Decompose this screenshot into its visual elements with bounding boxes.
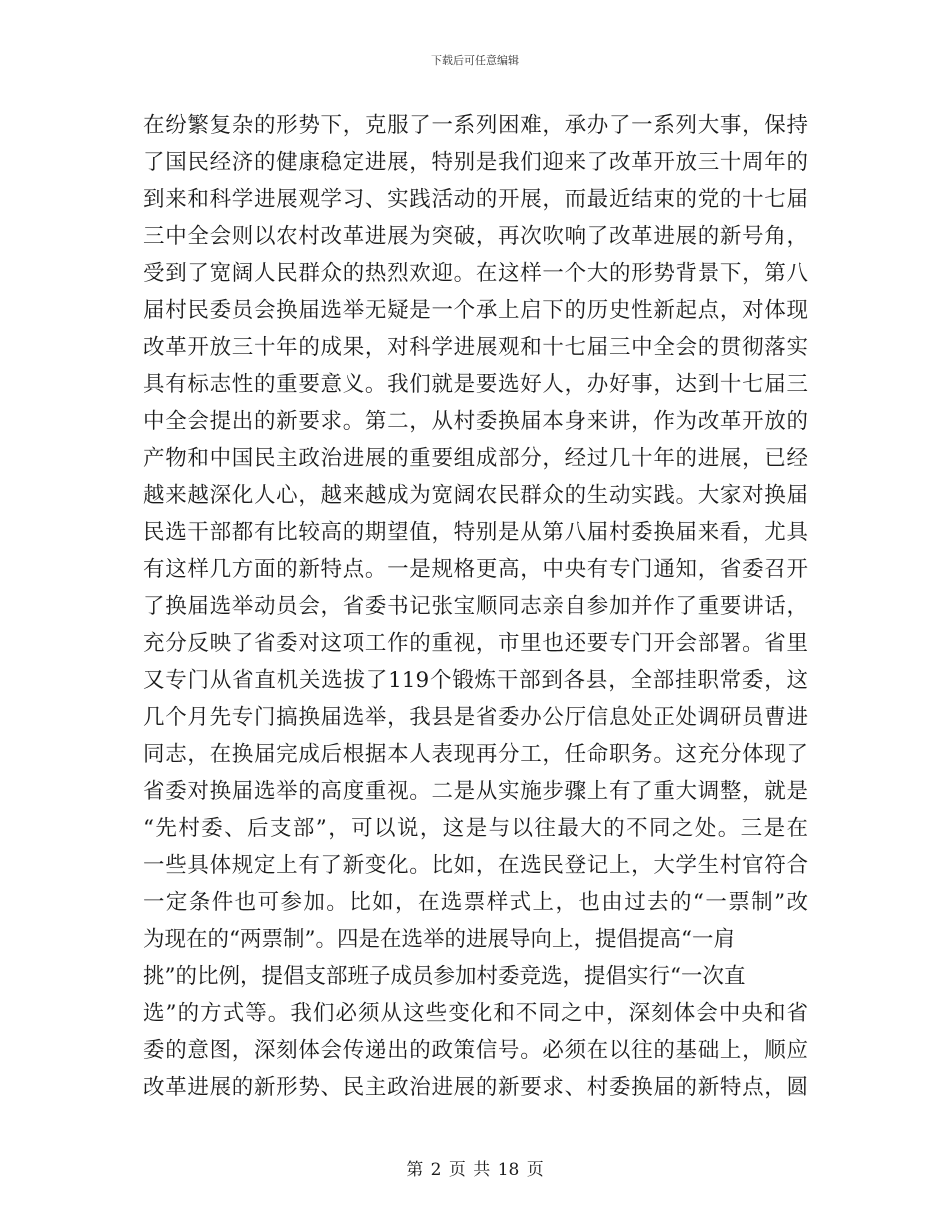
text-line: 几个月先专门搞换届选举，我县是省委办公厅信息处正处调研员曹进	[143, 705, 808, 730]
text-line: 越来越深化人心，越来越成为宽阔农民群众的生动实践。大家对换届	[143, 483, 808, 508]
text-line: 到来和科学进展观学习、实践活动的开展，而最近结束的党的十七届	[143, 187, 808, 212]
text-line: 一些具体规定上有了新变化。比如，在选民登记上，大学生村官符合	[143, 853, 808, 878]
text-line: 省委对换届选举的高度重视。二是从实施步骤上有了重大调整，就是	[143, 779, 808, 804]
text-line: 又专门从省直机关选拔了119个锻炼干部到各县，全部挂职常委，这	[143, 668, 808, 693]
text-line: “先村委、后支部”，可以说，这是与以往最大的不同之处。三是在	[143, 816, 808, 841]
text-line: 具有标志性的重要意义。我们就是要选好人，办好事，达到十七届三	[143, 372, 808, 397]
text-line: 受到了宽阔人民群众的热烈欢迎。在这样一个大的形势背景下，第八	[143, 261, 808, 286]
text-line: 三中全会则以农村改革进展为突破，再次吹响了改革进展的新号角，	[143, 224, 808, 249]
text-line: 改革开放三十年的成果，对科学进展观和十七届三中全会的贯彻落实	[143, 335, 808, 360]
text-line: 改革进展的新形势、民主政治进展的新要求、村委换届的新特点，圆	[143, 1075, 808, 1100]
text-line: 了换届选举动员会，省委书记张宝顺同志亲自参加并作了重要讲话，	[143, 594, 808, 619]
text-line: 选”的方式等。我们必须从这些变化和不同之中，深刻体会中央和省	[143, 1001, 808, 1026]
text-line: 在纷繁复杂的形势下，克服了一系列困难，承办了一系列大事，保持	[143, 113, 808, 138]
text-line: 中全会提出的新要求。第二，从村委换届本身来讲，作为改革开放的	[143, 409, 808, 434]
page-header-note: 下载后可任意编辑	[431, 54, 519, 67]
text-line: 有这样几方面的新特点。一是规格更高，中央有专门通知，省委召开	[143, 557, 808, 582]
document-body	[143, 107, 808, 1106]
text-line: 届村民委员会换届选举无疑是一个承上启下的历史性新起点，对体现	[143, 298, 808, 323]
page-number-footer: 第 2 页 共 18 页	[406, 1160, 544, 1180]
text-line: 民选干部都有比较高的期望值，特别是从第八届村委换届来看，尤具	[143, 520, 808, 545]
text-line: 挑”的比例，提倡支部班子成员参加村委竞选，提倡实行“一次直	[143, 964, 746, 989]
text-line: 了国民经济的健康稳定进展，特别是我们迎来了改革开放三十周年的	[143, 150, 808, 175]
text-line: 一定条件也可参加。比如，在选票样式上，也由过去的“一票制”改	[143, 890, 808, 915]
text-line: 同志，在换届完成后根据本人表现再分工，任命职务。这充分体现了	[143, 742, 808, 767]
text-line: 产物和中国民主政治进展的重要组成部分，经过几十年的进展，已经	[143, 446, 808, 471]
text-line: 委的意图，深刻体会传递出的政策信号。必须在以往的基础上，顺应	[143, 1038, 808, 1063]
text-line: 充分反映了省委对这项工作的重视，市里也还要专门开会部署。省里	[143, 631, 808, 656]
text-line: 为现在的“两票制”。四是在选举的进展导向上，提倡提高“一肩	[143, 927, 735, 952]
